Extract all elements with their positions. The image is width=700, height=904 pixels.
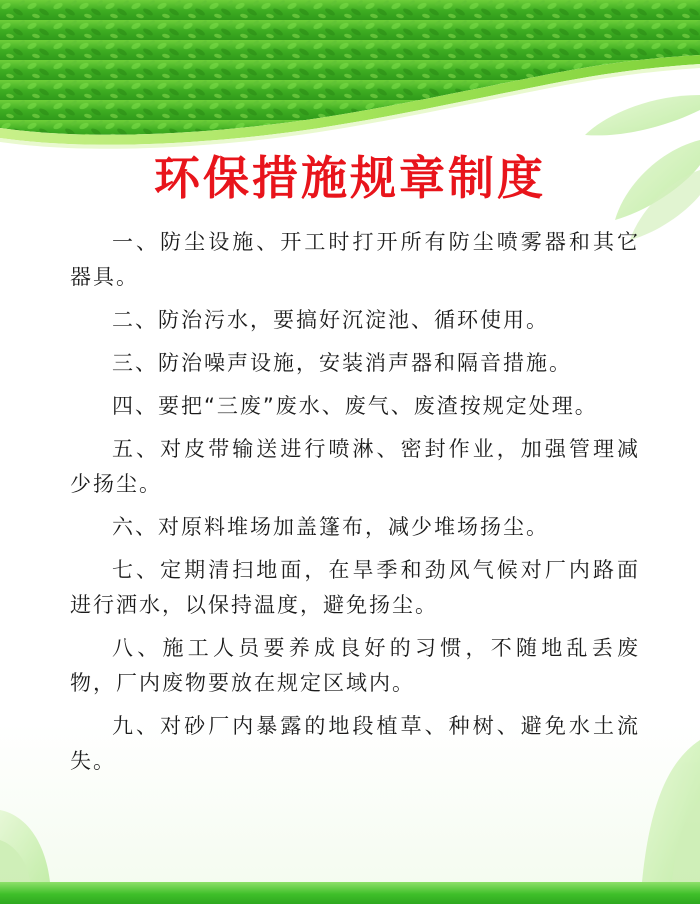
rule-item: 二、防治污水，要搞好沉淀池、循环使用。	[112, 308, 549, 332]
page-title: 环保措施规章制度	[154, 151, 546, 205]
rule-item: 九、对砂厂内暴露的地段植草、种树、避免水土流失。	[70, 714, 640, 773]
rules-list	[70, 225, 640, 787]
rule-item: 五、对皮带输送进行喷淋、密封作业，加强管理减少扬尘。	[70, 437, 640, 496]
bottom-bar	[0, 882, 700, 904]
rule-item: 八、施工人员要养成良好的习惯，不随地乱丢废物，厂内废物要放在规定区域内。	[70, 636, 640, 695]
rule-item: 一、防尘设施、开工时打开所有防尘喷雾器和其它器具。	[70, 230, 640, 289]
leaf-decoration-bottom-left	[0, 810, 50, 882]
rule-item: 六、对原料堆场加盖篷布，减少堆场扬尘。	[112, 515, 549, 539]
leaf-decoration-bottom-right	[642, 740, 700, 882]
rule-item: 三、防治噪声设施，安装消声器和隔音措施。	[112, 351, 572, 375]
rule-item: 四、要把“三废”废水、废气、废渣按规定处理。	[112, 394, 598, 418]
rule-item: 七、定期清扫地面，在旱季和劲风气候对厂内路面进行洒水，以保持温度，避免扬尘。	[70, 558, 640, 617]
